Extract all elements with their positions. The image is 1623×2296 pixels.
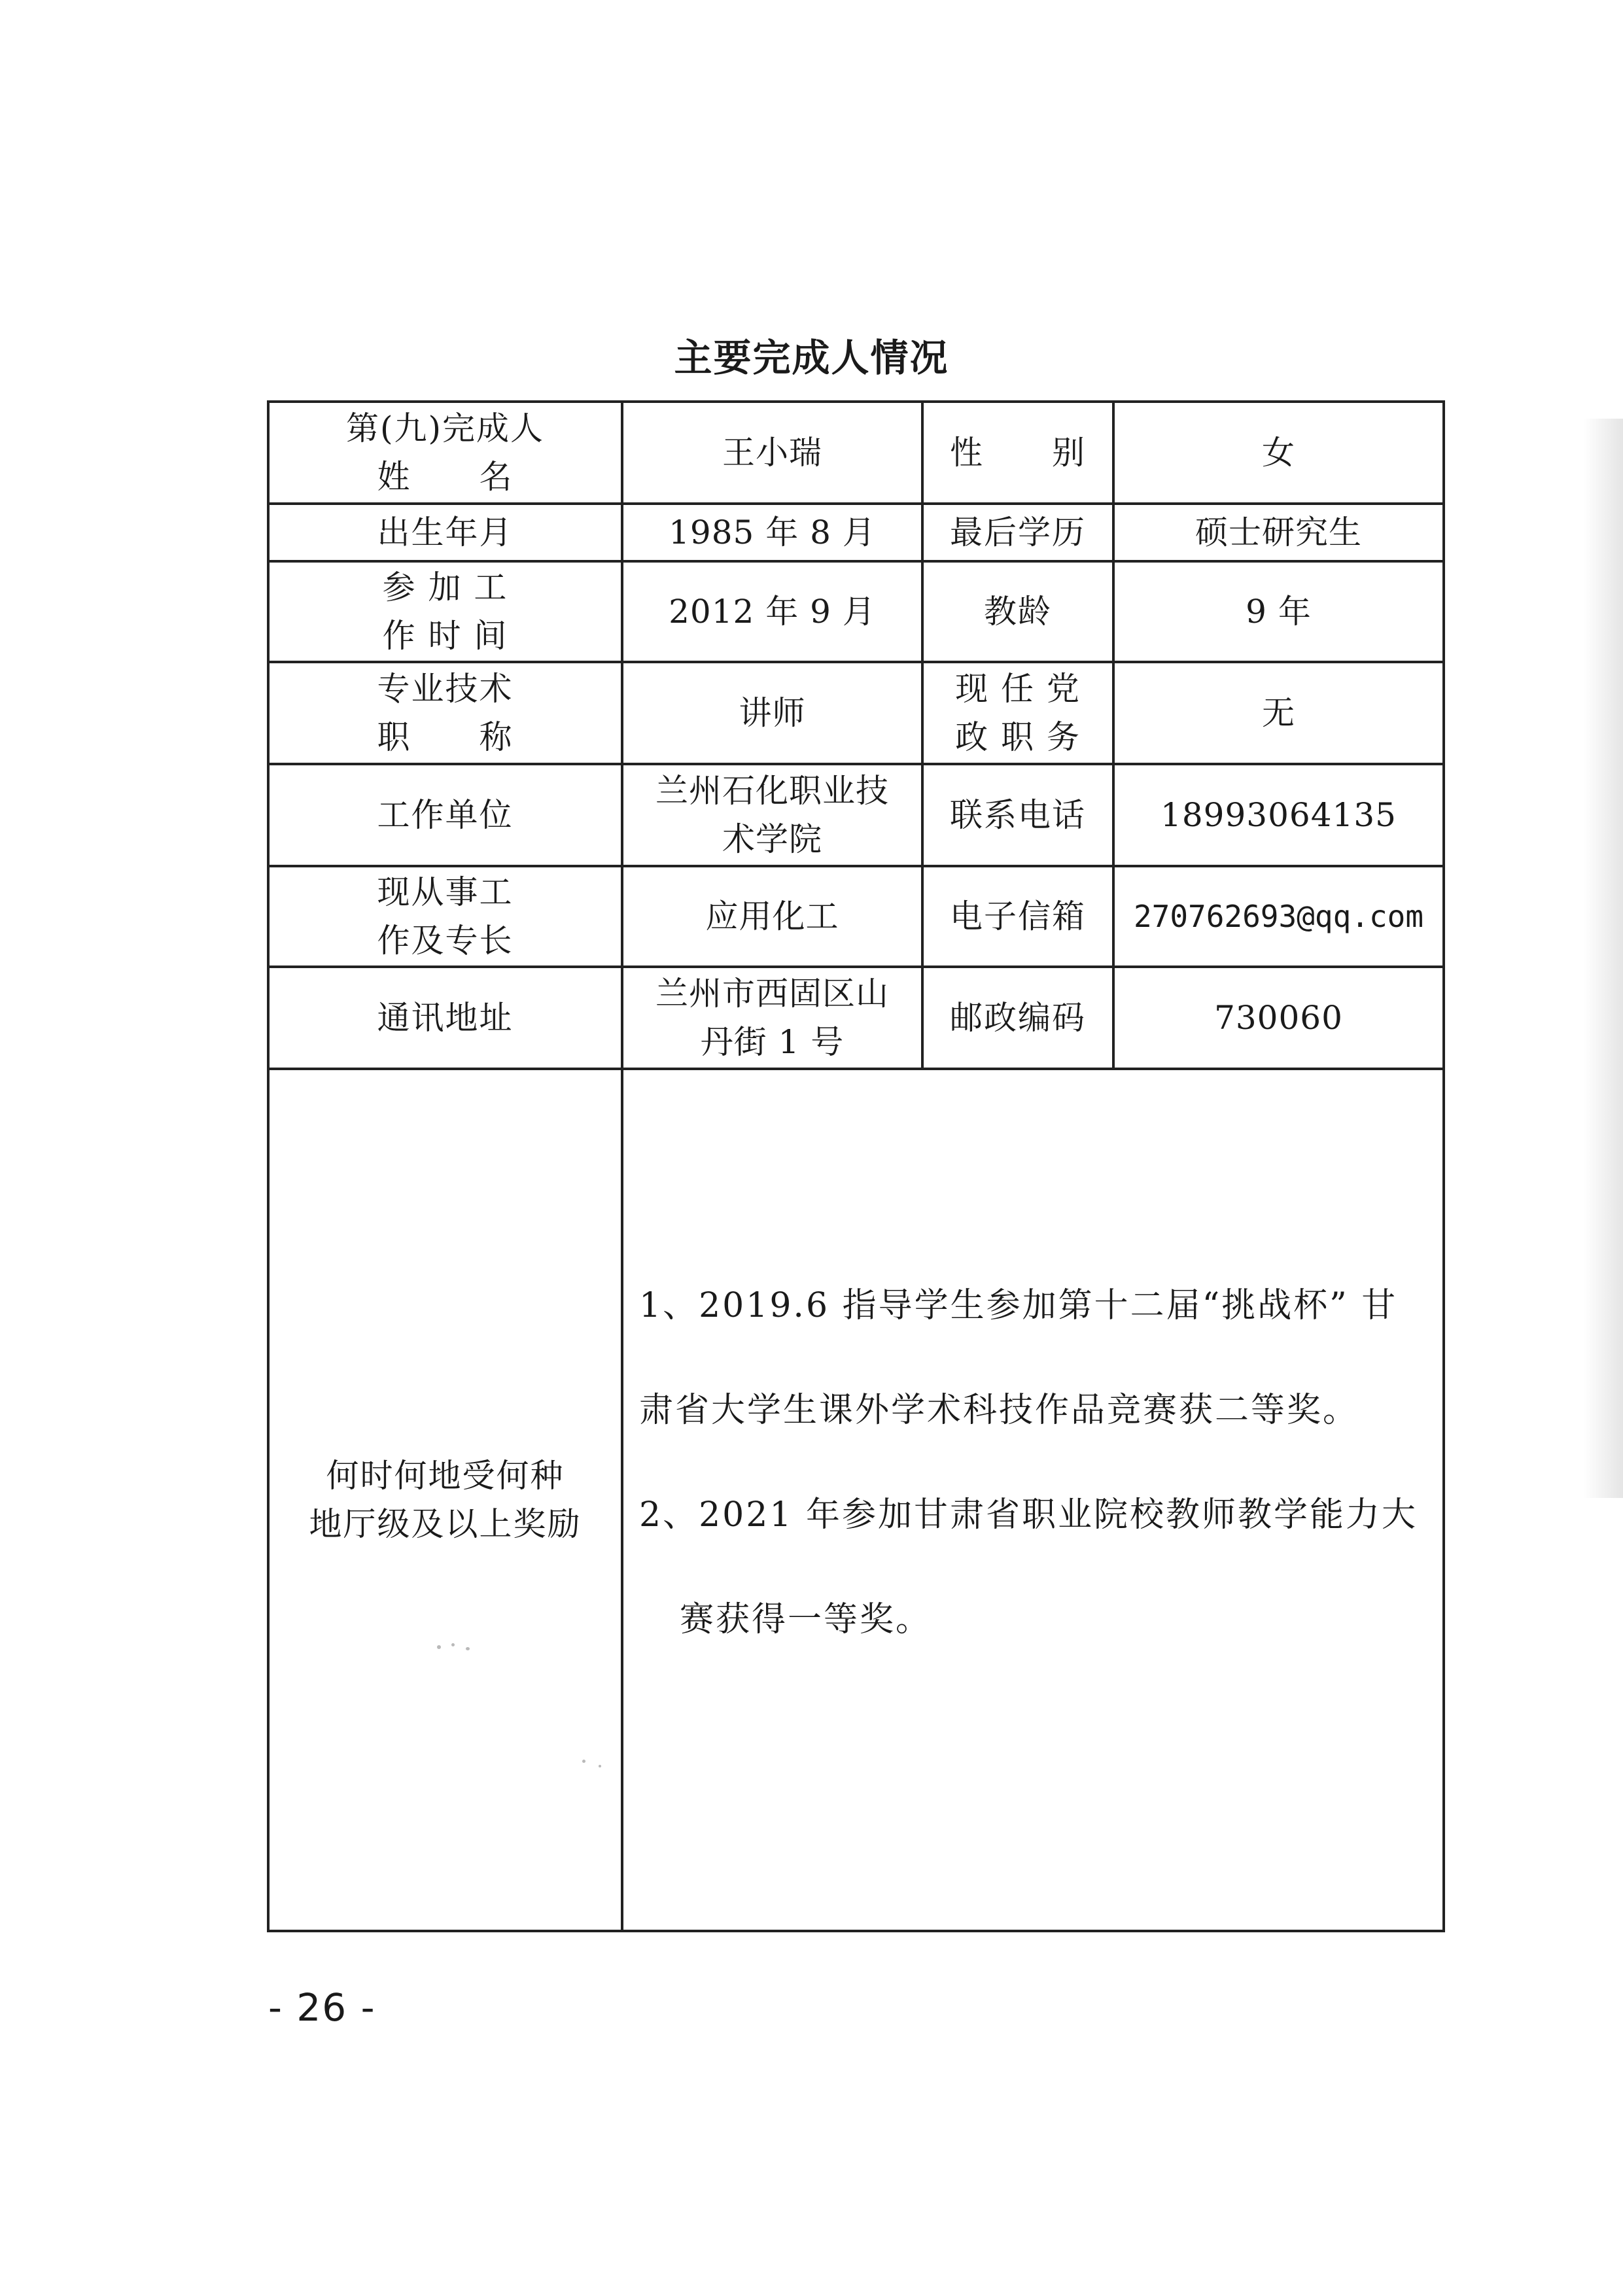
employer-value-line-2: 术学院 [722,820,822,858]
party-position-label [922,662,1113,764]
scan-speck [582,1760,585,1763]
scan-speck [437,1645,441,1649]
party-position-label-line-1: 现 任 党 [955,670,1081,708]
scan-edge-shadow [1584,419,1623,1498]
postcode-value: 730060 [1113,967,1444,1069]
name-label-line-2: 姓 名 [377,458,514,496]
award-line-2: 肃省大学生课外学术科技作品竞赛获二等奖。 [639,1391,1359,1430]
page-number: - 26 - [268,1985,376,2030]
employer-value-line-1: 兰州石化职业技 [655,772,889,810]
work-start-label-line-1: 参 加 工 [382,568,508,606]
specialty-label [268,866,622,967]
address-label: 通讯地址 [268,967,622,1069]
scan-speck [466,1647,470,1650]
email-value: 270762693@qq.com [1113,866,1444,967]
table-row-address [268,967,1444,1069]
postcode-label: 邮政编码 [922,967,1113,1069]
education-label: 最后学历 [922,504,1113,561]
specialty-label-line-2: 作及专长 [377,922,514,960]
birth-date-label: 出生年月 [268,504,622,561]
professional-title-label-line-1: 专业技术 [377,670,514,708]
award-line-3: 2、2021 年参加甘肃省职业院校教师教学能力大 [639,1495,1418,1535]
professional-title-label-line-2: 职 称 [377,718,514,756]
party-position-value: 无 [1113,662,1444,764]
teaching-years-value: 9 年 [1113,561,1444,662]
table-row-specialty [268,866,1444,967]
name-label [268,402,622,504]
table-row-work-start [268,561,1444,662]
table-row-birth [268,504,1444,561]
work-start-label [268,561,622,662]
name-label-line-1: 第(九)完成人 [345,409,544,447]
table-row-employer [268,764,1444,866]
page-title: 主要完成人情况 [674,336,949,380]
awards-content [622,1069,1444,1931]
education-value: 硕士研究生 [1113,504,1444,561]
award-line-4: 赛获得一等奖。 [680,1600,932,1639]
gender-label: 性 别 [922,402,1113,504]
table-row-name [268,402,1444,504]
address-value-line-2: 丹街 1 号 [700,1023,845,1061]
teaching-years-label: 教龄 [922,561,1113,662]
professional-title-label [268,662,622,764]
scan-speck [451,1643,455,1646]
award-line-1: 1、2019.6 指导学生参加第十二届“挑战杯” 甘 [639,1286,1398,1325]
phone-label: 联系电话 [922,764,1113,866]
professional-title-value: 讲师 [622,662,922,764]
birth-date-value: 1985 年 8 月 [622,504,922,561]
work-start-label-line-2: 作 时 间 [382,617,508,655]
specialty-label-line-1: 现从事工 [377,873,514,911]
table-row-title [268,662,1444,764]
awards-label-line-1: 何时何地受何种 [326,1457,565,1495]
table-row-awards [268,1069,1444,1931]
awards-label-line-2: 地厅级及以上奖励 [309,1505,582,1543]
awards-label [268,1069,622,1931]
phone-value: 18993064135 [1113,764,1444,866]
employer-value [622,764,922,866]
completer-info-table [267,400,1445,1932]
specialty-value: 应用化工 [622,866,922,967]
email-label: 电子信箱 [922,866,1113,967]
scan-speck [599,1765,601,1767]
party-position-label-line-2: 政 职 务 [955,718,1081,756]
employer-label: 工作单位 [268,764,622,866]
address-value [622,967,922,1069]
gender-value: 女 [1113,402,1444,504]
name-value: 王小瑞 [622,402,922,504]
address-value-line-1: 兰州市西固区山 [655,975,889,1013]
work-start-value: 2012 年 9 月 [622,561,922,662]
